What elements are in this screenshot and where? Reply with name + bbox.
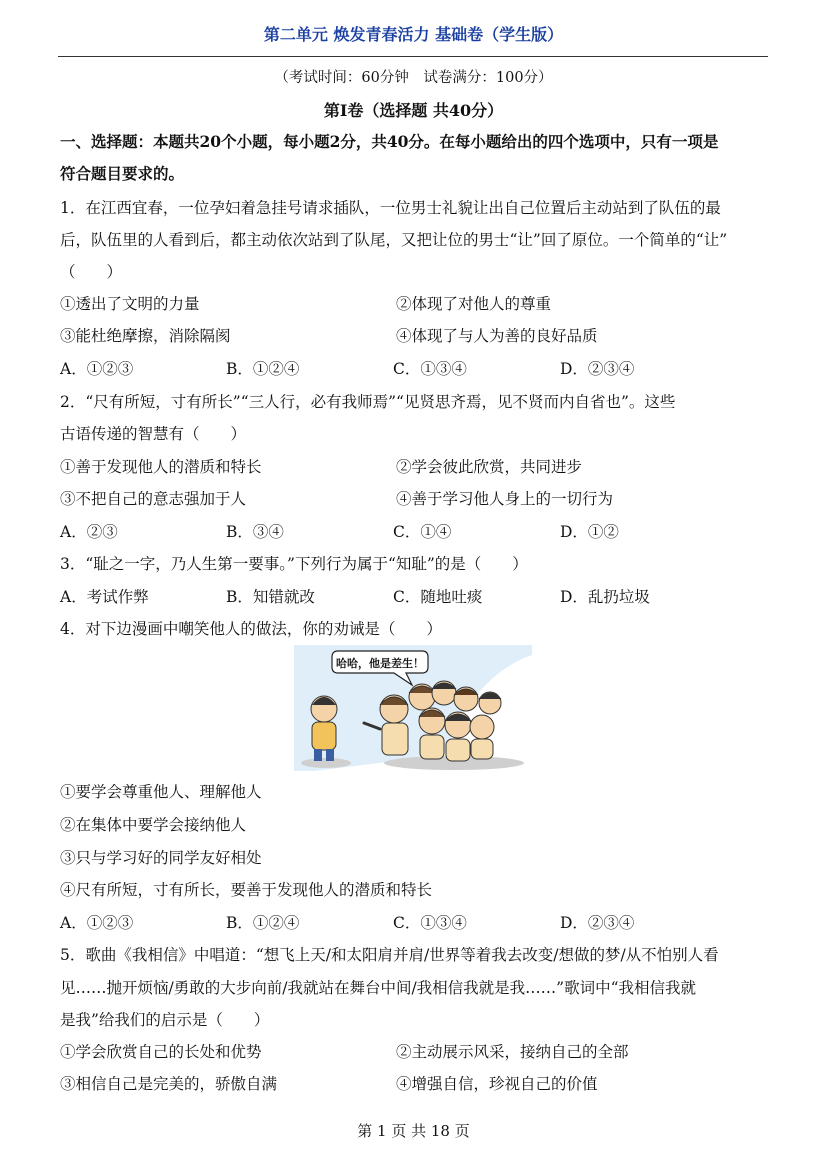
q1-statement-1: ①透出了文明的力量 bbox=[60, 295, 200, 313]
q2-statement-4: ④善于学习他人身上的一切行为 bbox=[396, 490, 614, 508]
q5-stem-line-2: 见……抛开烦恼/勇敢的大步向前/我就站在舞台中间/我相信我就是我……”歌词中“我相信我就 bbox=[60, 979, 697, 997]
q1-option-c: C．①③④ bbox=[393, 360, 467, 378]
q2-option-a: A．②③ bbox=[60, 523, 118, 541]
q2-statement-1: ①善于发现他人的潜质和特长 bbox=[60, 458, 262, 476]
q2-statement-3: ③不把自己的意志强加于人 bbox=[60, 490, 247, 508]
q2-stem-line-2: 古语传递的智慧有（ ） bbox=[60, 425, 247, 443]
q1-stem-line-1: 1．在江西宜春，一位孕妇着急挂号请求插队，一位男士礼貌让出自己位置后主动站到了队伍的最 bbox=[60, 199, 721, 217]
q4-option-b: B．①②④ bbox=[226, 914, 300, 932]
q4-option-a: A．①②③ bbox=[60, 914, 134, 932]
exam-info: （考试时间：60分钟 试卷满分：100分） bbox=[274, 70, 553, 86]
q5-statement-1: ①学会欣赏自己的长处和优势 bbox=[60, 1043, 262, 1061]
q2-option-b: B．③④ bbox=[226, 523, 284, 541]
q1-statement-2: ②体现了对他人的尊重 bbox=[396, 295, 552, 313]
q5-stem-line-1: 5．歌曲《我相信》中唱道：“想飞上天/和太阳肩并肩/世界等着我去改变/想做的梦/从不怕别人看 bbox=[60, 946, 719, 964]
q3-option-b: B．知错就改 bbox=[226, 588, 315, 606]
q4-statement-4: ④尺有所短，寸有所长，要善于发现他人的潜质和特长 bbox=[60, 881, 433, 899]
q2-statement-2: ②学会彼此欣赏，共同进步 bbox=[396, 458, 583, 476]
q4-statement-1: ①要学会尊重他人、理解他人 bbox=[60, 783, 262, 801]
q1-option-b: B．①②④ bbox=[226, 360, 300, 378]
q4-statement-3: ③只与学习好的同学友好相处 bbox=[60, 849, 262, 867]
q1-statement-3: ③能杜绝摩擦，消除隔阂 bbox=[60, 327, 231, 345]
page-header-title: 第二单元 焕发青春活力 基础卷（学生版） bbox=[263, 25, 564, 44]
q4-stem: 4．对下边漫画中嘲笑他人的做法，你的劝诫是（ ） bbox=[60, 620, 442, 638]
q1-statement-4: ④体现了与人为善的良好品质 bbox=[396, 327, 598, 345]
instructions-line-2: 符合题目要求的。 bbox=[60, 164, 185, 183]
q5-stem-line-3: 是我”给我们的启示是（ ） bbox=[60, 1011, 270, 1029]
q5-statement-2: ②主动展示风采，接纳自己的全部 bbox=[396, 1043, 629, 1061]
q3-option-a: A．考试作弊 bbox=[60, 588, 149, 606]
q5-statement-3: ③相信自己是完美的，骄傲自满 bbox=[60, 1075, 278, 1093]
q4-option-d: D．②③④ bbox=[560, 914, 635, 932]
cartoon-speech-bubble: 哈哈，他是差生！ bbox=[336, 657, 424, 670]
page-number-footer: 第 1 页 共 18 页 bbox=[357, 1122, 470, 1140]
q1-answer-blank: （ ） bbox=[60, 263, 123, 281]
q2-option-c: C．①④ bbox=[393, 523, 452, 541]
section-title: 第Ⅰ卷（选择题 共40分） bbox=[323, 101, 504, 120]
instructions-line-1: 一、选择题：本题共20个小题，每小题2分，共40分。在每小题给出的四个选项中，只有一项是 bbox=[60, 132, 719, 151]
q4-statement-2: ②在集体中要学会接纳他人 bbox=[60, 816, 247, 834]
q5-statement-4: ④增强自信，珍视自己的价值 bbox=[396, 1075, 598, 1093]
header-divider bbox=[58, 56, 768, 57]
q3-stem: 3．“耻之一字，乃人生第一要事。”下列行为属于“知耻”的是（ ） bbox=[60, 555, 528, 573]
q2-stem-line-1: 2．“尺有所短，寸有所长”“三人行，必有我师焉”“见贤思齐焉，见不贤而内自省也”。这些 bbox=[60, 393, 676, 411]
q2-option-d: D．①② bbox=[560, 523, 619, 541]
q3-option-c: C．随地吐痰 bbox=[393, 588, 483, 606]
q1-stem-line-2: 后，队伍里的人看到后，都主动依次站到了队尾，又把让位的男士“让”回了原位。一个简单的“让” bbox=[60, 231, 728, 249]
q3-option-d: D．乱扔垃圾 bbox=[560, 588, 650, 606]
q1-option-a: A．①②③ bbox=[60, 360, 134, 378]
mocking-cartoon-illustration bbox=[294, 645, 532, 771]
q1-option-d: D．②③④ bbox=[560, 360, 635, 378]
q4-option-c: C．①③④ bbox=[393, 914, 467, 932]
